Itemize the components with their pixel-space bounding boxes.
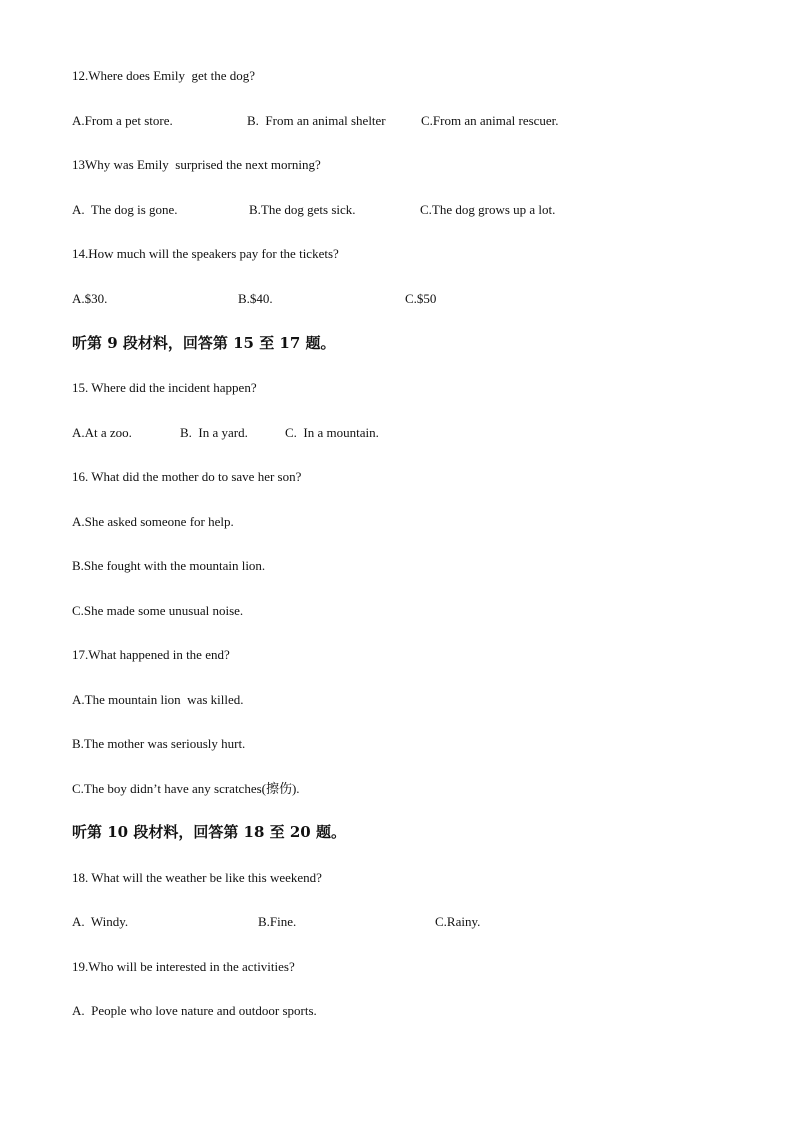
q18-option-c: C.Rainy. — [435, 914, 481, 929]
q14-option-c: C.$50 — [405, 291, 437, 306]
question-13: 13Why was Emily surprised the next morning? — [72, 157, 321, 172]
q14-option-b: B.$40. — [238, 291, 273, 306]
question-12: 12.Where does Emily get the dog? — [72, 68, 256, 83]
question-15: 15. Where did the incident happen? — [72, 380, 257, 395]
section-9-heading: 听第 9 段材料，回答第 15 至 17 题。 — [72, 334, 336, 352]
q19-option-a: A. People who love nature and outdoor sports. — [72, 1003, 317, 1018]
question-18: 18. What will the weather be like this weekend? — [72, 870, 322, 885]
q18-option-b: B.Fine. — [258, 914, 297, 929]
section-10-heading: 听第 10 段材料，回答第 18 至 20 题。 — [72, 823, 346, 841]
q18-option-a: A. Windy. — [72, 914, 129, 929]
question-14: 14.How much will the speakers pay for the tickets? — [72, 246, 339, 261]
question-17: 17.What happened in the end? — [72, 647, 230, 662]
q16-option-a: A.She asked someone for help. — [72, 514, 234, 529]
q16-option-b: B.She fought with the mountain lion. — [72, 558, 266, 573]
q15-option-b: B. In a yard. — [180, 425, 248, 440]
q17-option-b: B.The mother was seriously hurt. — [72, 736, 246, 751]
q16-option-c: C.She made some unusual noise. — [72, 603, 244, 618]
q13-option-a: A. The dog is gone. — [72, 202, 178, 217]
question-19: 19.Who will be interested in the activities? — [72, 959, 295, 974]
q12-option-c: C.From an animal rescuer. — [421, 113, 559, 128]
q13-option-c: C.The dog grows up a lot. — [420, 202, 556, 217]
q17-option-a: A.The mountain lion was killed. — [72, 692, 244, 707]
q12-option-b: B. From an animal shelter — [247, 113, 386, 128]
q15-option-c: C. In a mountain. — [285, 425, 379, 440]
question-16: 16. What did the mother do to save her son? — [72, 469, 302, 484]
q12-option-a: A.From a pet store. — [72, 113, 173, 128]
q15-option-a: A.At a zoo. — [72, 425, 132, 440]
q14-option-a: A.$30. — [72, 291, 108, 306]
q13-option-b: B.The dog gets sick. — [249, 202, 356, 217]
q17-option-c: C.The boy didn’t have any scratches(擦伤). — [72, 781, 300, 796]
